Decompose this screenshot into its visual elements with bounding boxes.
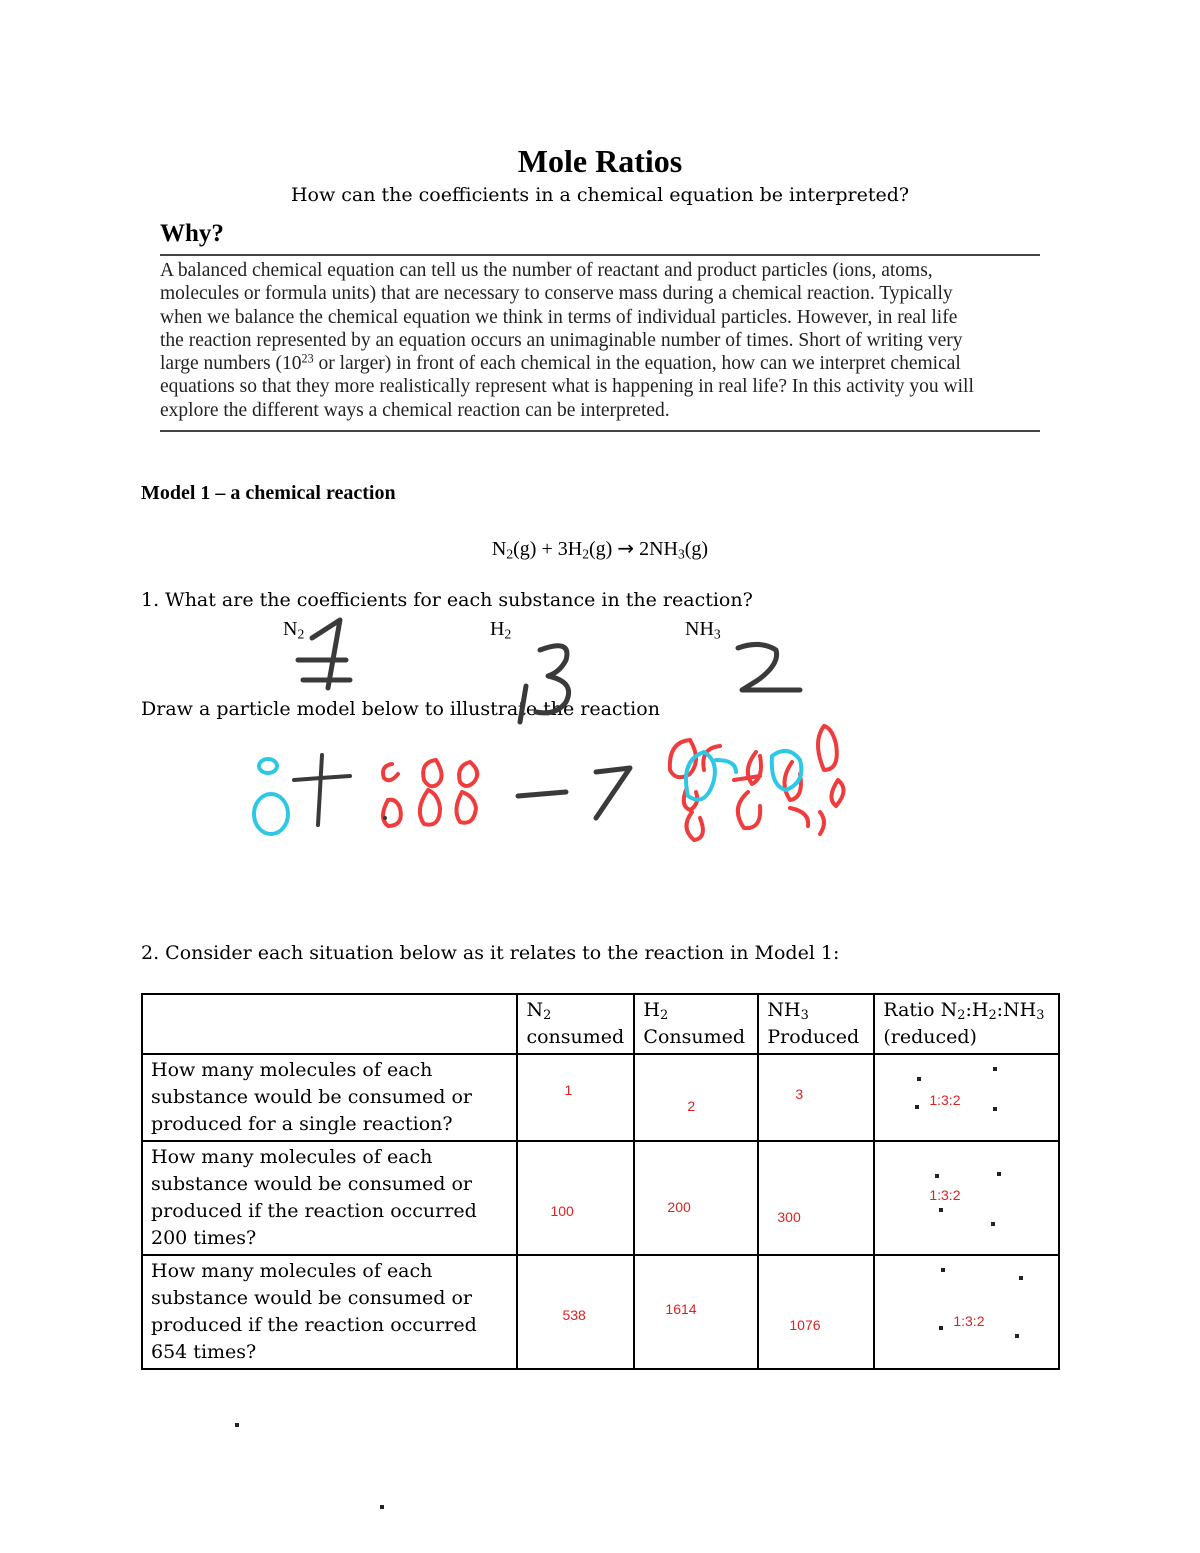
- row-label: How many molecules of each substance would be consumed or produced for a single reaction?: [142, 1054, 517, 1141]
- answer-n2: 100: [550, 1203, 574, 1219]
- question-1: 1. What are the coefficients for each substance in the reaction?: [141, 589, 753, 611]
- cell-h2[interactable]: [634, 1141, 758, 1255]
- arrow-drawing: [518, 768, 630, 818]
- cell-n2[interactable]: [517, 1141, 634, 1255]
- why-line: large numbers ($10^{23}$ or larger) in front of each chemical in the equation, how can we interpret chemical: [160, 351, 961, 375]
- label-nh3: $NH_3$: [685, 618, 721, 642]
- page-title: Mole Ratios: [517, 143, 683, 179]
- cell-h2[interactable]: [634, 1054, 758, 1141]
- cell-nh3[interactable]: [758, 1054, 874, 1141]
- answer-h2: 1614: [665, 1301, 697, 1317]
- answer-nh3: 1076: [789, 1317, 821, 1333]
- answer-n2: 538: [562, 1307, 586, 1323]
- particle-h2-drawing: [383, 760, 477, 826]
- why-line: when we balance the chemical equation we think in terms of individual particles. However, in real life: [160, 306, 958, 328]
- header-h2: $H_2$ Consumed: [634, 994, 758, 1054]
- why-heading: Why?: [160, 220, 224, 247]
- answer-nh3: 300: [777, 1209, 801, 1225]
- cell-ratio[interactable]: [874, 1141, 1059, 1255]
- answer-nh3: 3: [795, 1086, 804, 1102]
- stray-mark: [380, 1505, 384, 1509]
- chemical-equation: $N_2(g) + 3H_2(g) \to 2NH_3(g)$: [491, 536, 709, 562]
- stray-mark: [235, 1423, 239, 1427]
- why-paragraph: [160, 259, 1040, 422]
- situations-table: [141, 993, 1060, 1370]
- model-heading: Model 1 – a chemical reaction: [141, 482, 396, 504]
- draw-prompt: Draw a particle model below to illustrate the reaction: [141, 698, 660, 720]
- why-line: molecules or formula units) that are necessary to conserve mass during a chemical reaction. Typically: [160, 283, 953, 305]
- answer-h2: 2: [687, 1098, 696, 1114]
- cell-h2[interactable]: [634, 1255, 758, 1369]
- answer-h2: 200: [667, 1199, 691, 1215]
- row-label: How many molecules of each substance would be consumed or produced if the reaction occurred 200 times?: [142, 1141, 517, 1255]
- label-n2: $N_2$: [283, 618, 305, 642]
- cell-nh3[interactable]: [758, 1141, 874, 1255]
- cell-n2[interactable]: [517, 1255, 634, 1369]
- why-line: equations so that they more realistically represent what is happening in real life? In this activity you will: [160, 376, 974, 398]
- answer-ratio: 1:3:2: [929, 1187, 961, 1203]
- cell-n2[interactable]: [517, 1054, 634, 1141]
- header-blank: [142, 994, 517, 1054]
- answer-n2: 1: [564, 1082, 573, 1098]
- why-bottom-rule: [160, 430, 1040, 432]
- why-line: A balanced chemical equation can tell us the number of reactant and product particles (ions, atoms,: [160, 260, 933, 281]
- page-subtitle: How can the coefficients in a chemical equation be interpreted?: [290, 184, 910, 206]
- stray-mark: [383, 816, 387, 820]
- table-row: [142, 1255, 1059, 1369]
- arrow-icon: →: [617, 536, 635, 560]
- particle-n2-drawing: [254, 759, 288, 834]
- cell-ratio[interactable]: [874, 1255, 1059, 1369]
- handwritten-two: [738, 644, 800, 690]
- particle-nh3-drawing: [670, 726, 844, 840]
- why-line: the reaction represented by an equation occurs an unimaginable number of times. Short of writing very: [160, 329, 963, 351]
- cell-ratio[interactable]: [874, 1054, 1059, 1141]
- particle-n-drawing: [686, 751, 801, 800]
- why-line: explore the different ways a chemical reaction can be interpreted.: [160, 399, 670, 421]
- cell-nh3[interactable]: [758, 1255, 874, 1369]
- handwritten-one: [298, 620, 350, 688]
- label-h2: $H_2$: [490, 618, 512, 642]
- answer-ratio: 1:3:2: [929, 1092, 961, 1108]
- question-2: 2. Consider each situation below as it relates to the reaction in Model 1:: [141, 942, 840, 964]
- row-label: How many molecules of each substance would be consumed or produced if the reaction occurred 654 times?: [142, 1255, 517, 1369]
- header-n2: $N_2$ consumed: [517, 994, 634, 1054]
- table-row: [142, 1054, 1059, 1141]
- plus-sign-drawing: [294, 755, 350, 825]
- why-top-rule: [160, 254, 1040, 256]
- answer-ratio: 1:3:2: [953, 1313, 985, 1329]
- header-ratio: Ratio $N_2:H_2:NH_3$ (reduced): [874, 994, 1059, 1054]
- table-row: [142, 1141, 1059, 1255]
- table-header-row: [142, 994, 1059, 1054]
- header-nh3: $NH_3$ Produced: [758, 994, 874, 1054]
